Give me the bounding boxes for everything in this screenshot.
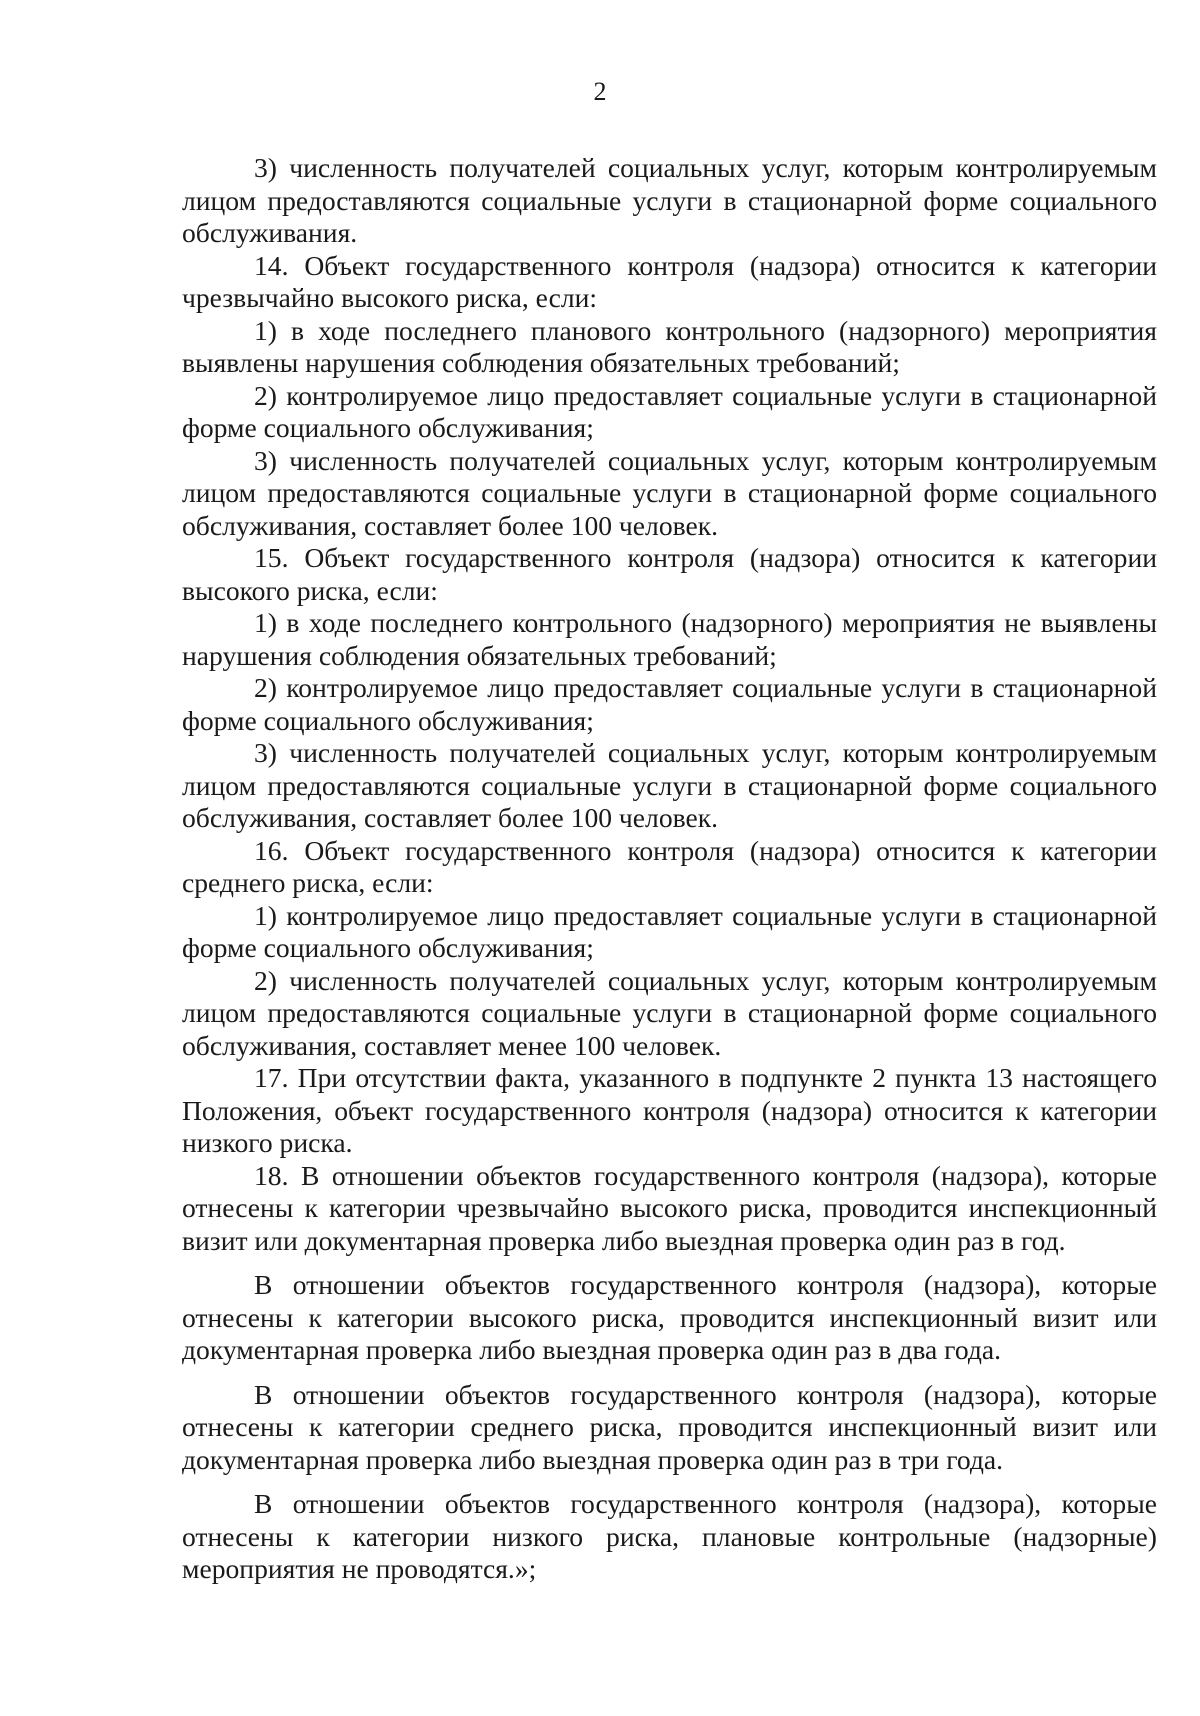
paragraph: 18. В отношении объектов государственного контроля (надзора), которые отнесены к категории чрезвычайно высокого риска, проводится инспекционный визит или документарная проверка либо выездная проверка один раз в год.	[182, 1159, 1157, 1256]
paragraph: 3) численность получателей социальных услуг, которым контролируемым лицом предоставляются социальные услуги в стационарной форме социального обслуживания.	[182, 152, 1157, 248]
paragraph: 1) в ходе последнего контрольного (надзорного) мероприятия не выявлены нарушения соблюдения обязательных требований;	[182, 607, 1157, 671]
paragraph: 1) в ходе последнего планового контрольного (надзорного) мероприятия выявлены нарушения соблюдения обязательных требований;	[182, 314, 1157, 378]
paragraph: В отношении объектов государственного контроля (надзора), которые отнесены к категории среднего риска, проводится инспекционный визит или документарная проверка либо выездная проверка один раз в три года.	[182, 1378, 1157, 1475]
paragraph: 2) численность получателей социальных услуг, которым контролируемым лицом предоставляются социальные услуги в стационарной форме социального обслуживания, составляет менее 100 человек.	[182, 964, 1157, 1061]
paragraph: В отношении объектов государственного контроля (надзора), которые отнесены к категории высокого риска, проводится инспекционный визит или документарная проверка либо выездная проверка один раз в два года.	[182, 1269, 1157, 1365]
paragraph: 2) контролируемое лицо предоставляет социальные услуги в стационарной форме социального обслуживания;	[182, 672, 1157, 736]
page-number: 2	[593, 77, 607, 106]
document-body	[182, 152, 1157, 1586]
paragraph: В отношении объектов государственного контроля (надзора), которые отнесены к категории низкого риска, плановые контрольные (надзорные) мероприятия не проводятся.»;	[182, 1488, 1157, 1584]
paragraph: 3) численность получателей социальных услуг, которым контролируемым лицом предоставляются социальные услуги в стационарной форме социального обслуживания, составляет более 100 человек.	[182, 737, 1157, 833]
paragraph: 17. При отсутствии факта, указанного в подпункте 2 пункта 13 настоящего Положения, объект государственного контроля (надзора) относится к категории низкого риска.	[182, 1062, 1157, 1158]
paragraph: 16. Объект государственного контроля (надзора) относится к категории среднего риска, если:	[182, 834, 1157, 898]
paragraph: 1) контролируемое лицо предоставляет социальные услуги в стационарной форме социального обслуживания;	[182, 899, 1157, 963]
paragraph: 2) контролируемое лицо предоставляет социальные услуги в стационарной форме социального обслуживания;	[182, 379, 1157, 443]
paragraph: 3) численность получателей социальных услуг, которым контролируемым лицом предоставляются социальные услуги в стационарной форме социального обслуживания, составляет более 100 человек.	[182, 444, 1157, 541]
paragraph: 14. Объект государственного контроля (надзора) относится к категории чрезвычайно высокого риска, если:	[182, 249, 1157, 313]
paragraph: 15. Объект государственного контроля (надзора) относится к категории высокого риска, если:	[182, 542, 1157, 606]
